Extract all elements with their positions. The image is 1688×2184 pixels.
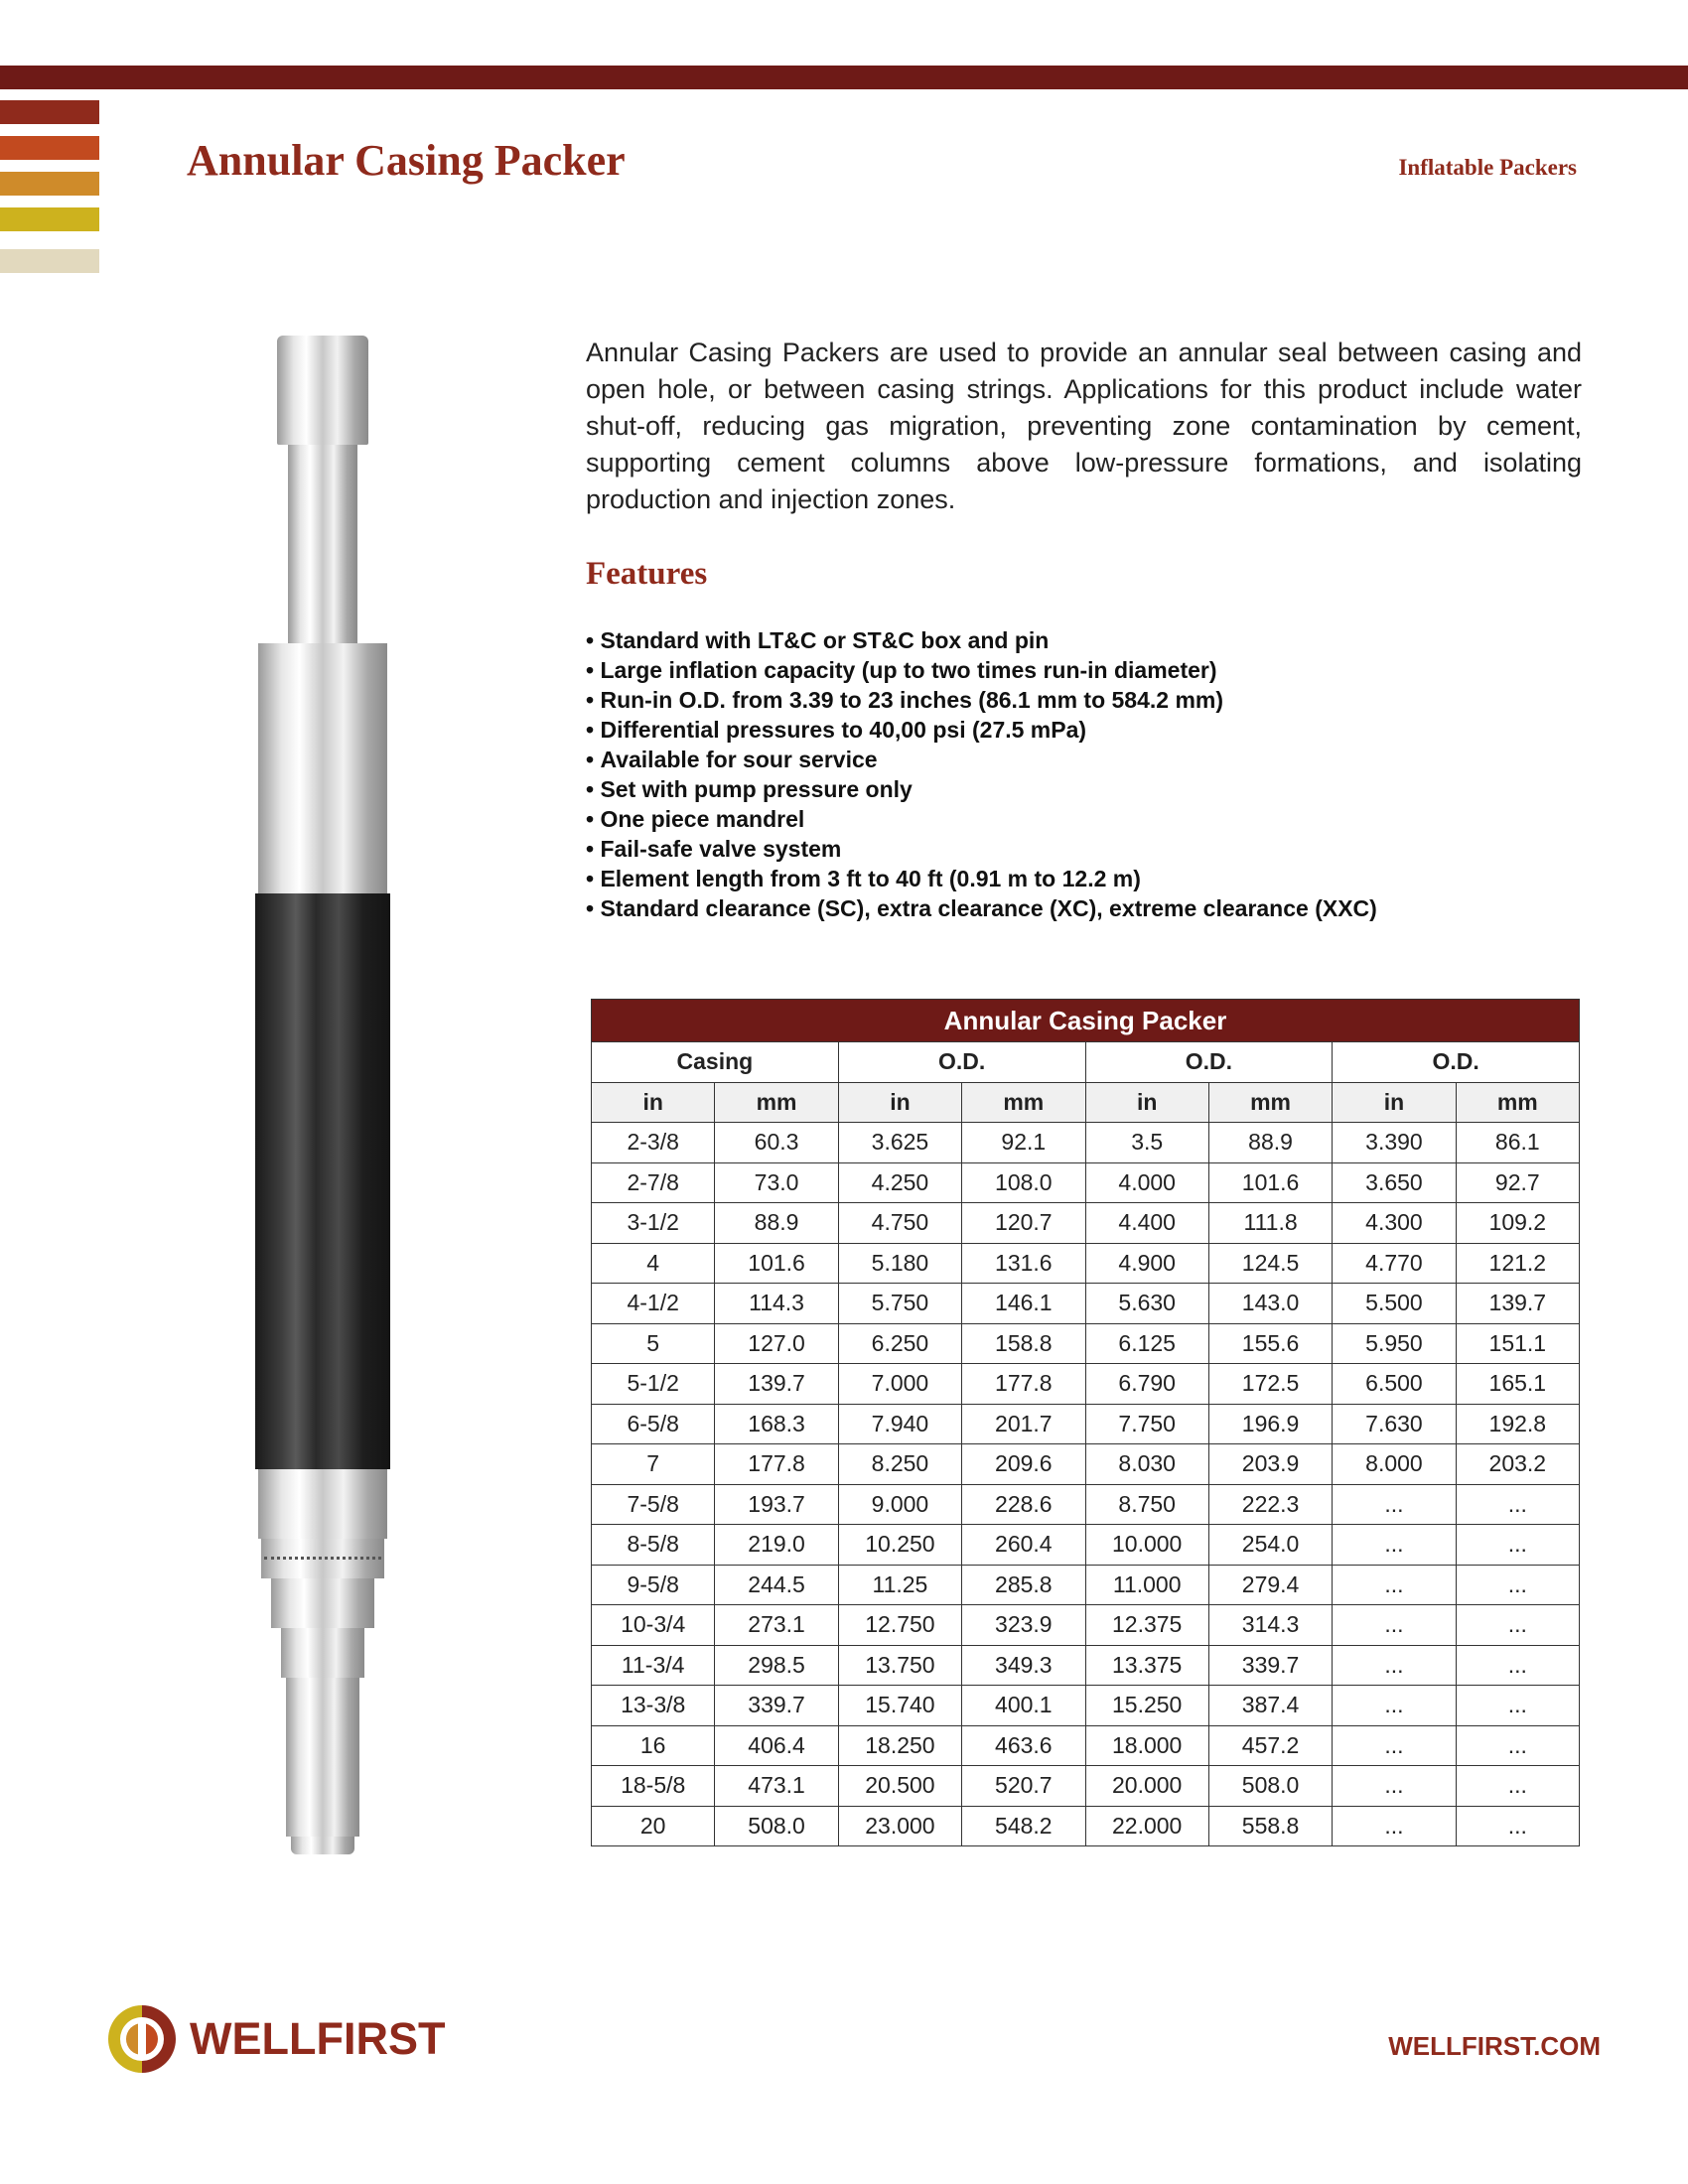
wellfirst-logo xyxy=(104,2001,445,2077)
table-cell: 10.000 xyxy=(1085,1525,1208,1566)
table-cell: 15.740 xyxy=(838,1686,961,1726)
tool-box-end xyxy=(277,336,368,445)
feature-item: • Element length from 3 ft to 40 ft (0.91 m to 12.2 m) xyxy=(586,864,1377,893)
wellfirst-logo-icon xyxy=(104,2001,180,2077)
table-cell: 473.1 xyxy=(715,1766,838,1807)
table-row xyxy=(592,1725,1580,1766)
feature-item: • Run-in O.D. from 3.39 to 23 inches (86.1 mm to 584.2 mm) xyxy=(586,685,1377,715)
table-row xyxy=(592,1766,1580,1807)
table-cell: 111.8 xyxy=(1208,1203,1332,1244)
table-cell: 16 xyxy=(592,1725,715,1766)
table-cell: 4.250 xyxy=(838,1162,961,1203)
table-cell: ... xyxy=(1333,1605,1456,1646)
feature-item: • Available for sour service xyxy=(586,745,1377,774)
table-cell: 4 xyxy=(592,1243,715,1284)
tool-upper-collar xyxy=(258,643,387,655)
table-cell: 4.000 xyxy=(1085,1162,1208,1203)
table-cell: 10-3/4 xyxy=(592,1605,715,1646)
table-cell: 209.6 xyxy=(962,1444,1085,1485)
table-cell: 101.6 xyxy=(1208,1162,1332,1203)
table-cell: 131.6 xyxy=(962,1243,1085,1284)
feature-item: • Standard with LT&C or ST&C box and pin xyxy=(586,625,1377,655)
table-cell: 13-3/8 xyxy=(592,1686,715,1726)
table-cell: 387.4 xyxy=(1208,1686,1332,1726)
table-cell: 177.8 xyxy=(715,1444,838,1485)
table-cell: 5-1/2 xyxy=(592,1364,715,1405)
table-cell: 508.0 xyxy=(715,1806,838,1846)
table-cell: 244.5 xyxy=(715,1565,838,1605)
table-cell: ... xyxy=(1333,1565,1456,1605)
table-cell: 285.8 xyxy=(962,1565,1085,1605)
table-cell: 8-5/8 xyxy=(592,1525,715,1566)
table-cell: 339.7 xyxy=(1208,1645,1332,1686)
table-cell: 9.000 xyxy=(838,1484,961,1525)
table-cell: 203.9 xyxy=(1208,1444,1332,1485)
table-row xyxy=(592,1284,1580,1324)
table-cell: ... xyxy=(1333,1766,1456,1807)
table-cell: 20 xyxy=(592,1806,715,1846)
header-bar xyxy=(0,66,1688,89)
table-cell: 9-5/8 xyxy=(592,1565,715,1605)
table-cell: 155.6 xyxy=(1208,1323,1332,1364)
table-cell: 23.000 xyxy=(838,1806,961,1846)
table-cell: 88.9 xyxy=(1208,1123,1332,1163)
accent-stripe xyxy=(0,249,99,273)
table-cell: 7.750 xyxy=(1085,1404,1208,1444)
table-cell: 18-5/8 xyxy=(592,1766,715,1807)
feature-item: • Large inflation capacity (up to two times run-in diameter) xyxy=(586,655,1377,685)
table-cell: 8.250 xyxy=(838,1444,961,1485)
unit-header: in xyxy=(1085,1082,1208,1123)
table-cell: 5.950 xyxy=(1333,1323,1456,1364)
tool-upper-sub xyxy=(258,655,387,893)
unit-header: in xyxy=(1333,1082,1456,1123)
table-cell: 165.1 xyxy=(1456,1364,1579,1405)
feature-item: • Differential pressures to 40,00 psi (27.5 mPa) xyxy=(586,715,1377,745)
table-cell: 228.6 xyxy=(962,1484,1085,1525)
table-cell: 11.000 xyxy=(1085,1565,1208,1605)
table-row xyxy=(592,1444,1580,1485)
table-cell: 508.0 xyxy=(1208,1766,1332,1807)
table-cell: 2-3/8 xyxy=(592,1123,715,1163)
table-cell: 120.7 xyxy=(962,1203,1085,1244)
table-cell: ... xyxy=(1456,1806,1579,1846)
table-row xyxy=(592,1243,1580,1284)
tool-step-ring xyxy=(281,1628,364,1678)
table-cell: 7.000 xyxy=(838,1364,961,1405)
product-description: Annular Casing Packers are used to provide an annular seal between casing and open hole, or between casing strings. Applications for this product include water shut-off, reducing gas migration, preventing zone contamination by cement, supporting cement columns above low-pressure formations, and isolating production and injection zones. xyxy=(586,338,1582,514)
table-row xyxy=(592,1686,1580,1726)
table-unit-header-row xyxy=(592,1082,1580,1123)
table-cell: 139.7 xyxy=(1456,1284,1579,1324)
table-cell: 5 xyxy=(592,1323,715,1364)
table-row xyxy=(592,1525,1580,1566)
table-cell: 172.5 xyxy=(1208,1364,1332,1405)
table-cell: 146.1 xyxy=(962,1284,1085,1324)
table-cell: 143.0 xyxy=(1208,1284,1332,1324)
features-heading: Features xyxy=(586,556,708,592)
table-cell: 520.7 xyxy=(962,1766,1085,1807)
table-cell: 203.2 xyxy=(1456,1444,1579,1485)
table-cell: 260.4 xyxy=(962,1525,1085,1566)
table-cell: 463.6 xyxy=(962,1725,1085,1766)
group-header-od: O.D. xyxy=(838,1042,1085,1083)
accent-stripe xyxy=(0,100,99,124)
unit-header: in xyxy=(592,1082,715,1123)
group-header-od: O.D. xyxy=(1085,1042,1333,1083)
table-cell: 6.500 xyxy=(1333,1364,1456,1405)
tool-pin-tip xyxy=(291,1837,354,1854)
table-cell: 6.125 xyxy=(1085,1323,1208,1364)
table-cell: 323.9 xyxy=(962,1605,1085,1646)
tool-pin-end xyxy=(286,1678,359,1837)
tool-lower-sub xyxy=(258,1469,387,1539)
table-cell: 108.0 xyxy=(962,1162,1085,1203)
table-cell: ... xyxy=(1456,1565,1579,1605)
accent-stripe xyxy=(0,136,99,160)
table-cell: 139.7 xyxy=(715,1364,838,1405)
table-cell: 279.4 xyxy=(1208,1565,1332,1605)
table-cell: 5.500 xyxy=(1333,1284,1456,1324)
category-label: Inflatable Packers xyxy=(1398,155,1577,180)
table-cell: ... xyxy=(1456,1525,1579,1566)
table-cell: 109.2 xyxy=(1456,1203,1579,1244)
table-cell: ... xyxy=(1333,1806,1456,1846)
table-group-header-row xyxy=(592,1042,1580,1083)
table-cell: ... xyxy=(1456,1766,1579,1807)
table-cell: 349.3 xyxy=(962,1645,1085,1686)
table-cell: 15.250 xyxy=(1085,1686,1208,1726)
table-row xyxy=(592,1565,1580,1605)
unit-header: mm xyxy=(962,1082,1085,1123)
table-cell: 177.8 xyxy=(962,1364,1085,1405)
table-cell: 6-5/8 xyxy=(592,1404,715,1444)
table-row xyxy=(592,1484,1580,1525)
table-cell: 5.750 xyxy=(838,1284,961,1324)
table-cell: ... xyxy=(1333,1686,1456,1726)
table-cell: 20.500 xyxy=(838,1766,961,1807)
table-cell: 298.5 xyxy=(715,1645,838,1686)
table-cell: 196.9 xyxy=(1208,1404,1332,1444)
group-header-casing: Casing xyxy=(592,1042,839,1083)
table-cell: 22.000 xyxy=(1085,1806,1208,1846)
features-list xyxy=(586,625,1377,923)
table-cell: 314.3 xyxy=(1208,1605,1332,1646)
table-cell: ... xyxy=(1456,1686,1579,1726)
table-cell: ... xyxy=(1456,1484,1579,1525)
table-cell: 124.5 xyxy=(1208,1243,1332,1284)
table-cell: 11-3/4 xyxy=(592,1645,715,1686)
table-cell: 5.630 xyxy=(1085,1284,1208,1324)
tool-rubber-element xyxy=(255,893,390,1469)
table-body xyxy=(592,1123,1580,1846)
table-cell: 3.650 xyxy=(1333,1162,1456,1203)
accent-stripe xyxy=(0,207,99,231)
table-cell: 168.3 xyxy=(715,1404,838,1444)
table-cell: 88.9 xyxy=(715,1203,838,1244)
table-cell: 457.2 xyxy=(1208,1725,1332,1766)
spec-table xyxy=(591,999,1580,1846)
table-cell: 201.7 xyxy=(962,1404,1085,1444)
table-cell: 558.8 xyxy=(1208,1806,1332,1846)
table-cell: 193.7 xyxy=(715,1484,838,1525)
table-cell: 73.0 xyxy=(715,1162,838,1203)
table-cell: 400.1 xyxy=(962,1686,1085,1726)
table-cell: 4.400 xyxy=(1085,1203,1208,1244)
table-cell: 18.250 xyxy=(838,1725,961,1766)
feature-item: • Set with pump pressure only xyxy=(586,774,1377,804)
table-cell: 339.7 xyxy=(715,1686,838,1726)
table-cell: 7 xyxy=(592,1444,715,1485)
unit-header: mm xyxy=(715,1082,838,1123)
table-cell: 548.2 xyxy=(962,1806,1085,1846)
feature-item: • One piece mandrel xyxy=(586,804,1377,834)
feature-item: • Standard clearance (SC), extra clearance (XC), extreme clearance (XXC) xyxy=(586,893,1377,923)
table-cell: 158.8 xyxy=(962,1323,1085,1364)
table-cell: 13.375 xyxy=(1085,1645,1208,1686)
table-cell: 12.750 xyxy=(838,1605,961,1646)
unit-header: mm xyxy=(1456,1082,1579,1123)
tool-mandrel-neck xyxy=(288,445,357,643)
table-cell: 273.1 xyxy=(715,1605,838,1646)
table-row xyxy=(592,1162,1580,1203)
group-header-od: O.D. xyxy=(1333,1042,1580,1083)
table-cell: 406.4 xyxy=(715,1725,838,1766)
table-row xyxy=(592,1605,1580,1646)
table-cell: 4.900 xyxy=(1085,1243,1208,1284)
table-cell: 121.2 xyxy=(1456,1243,1579,1284)
table-cell: 3.625 xyxy=(838,1123,961,1163)
table-cell: 101.6 xyxy=(715,1243,838,1284)
table-cell: ... xyxy=(1456,1605,1579,1646)
page-title: Annular Casing Packer xyxy=(187,136,626,185)
tool-step-ring xyxy=(271,1578,374,1628)
table-cell: 8.030 xyxy=(1085,1444,1208,1485)
accent-stripe xyxy=(0,172,99,196)
table-cell: 6.250 xyxy=(838,1323,961,1364)
table-cell: 13.750 xyxy=(838,1645,961,1686)
table-cell: 3.390 xyxy=(1333,1123,1456,1163)
table-cell: 10.250 xyxy=(838,1525,961,1566)
website-link[interactable]: WELLFIRST.COM xyxy=(1388,2031,1601,2061)
tool-valve-ports xyxy=(264,1557,381,1564)
table-cell: 8.750 xyxy=(1085,1484,1208,1525)
table-cell: 7.630 xyxy=(1333,1404,1456,1444)
table-row xyxy=(592,1364,1580,1405)
table-cell: 4-1/2 xyxy=(592,1284,715,1324)
table-cell: 6.790 xyxy=(1085,1364,1208,1405)
table-cell: 86.1 xyxy=(1456,1123,1579,1163)
table-cell: 127.0 xyxy=(715,1323,838,1364)
table-cell: 3.5 xyxy=(1085,1123,1208,1163)
table-cell: ... xyxy=(1333,1484,1456,1525)
table-cell: ... xyxy=(1456,1645,1579,1686)
feature-item: • Fail-safe valve system xyxy=(586,834,1377,864)
unit-header: mm xyxy=(1208,1082,1332,1123)
table-cell: ... xyxy=(1333,1725,1456,1766)
table-cell: 11.25 xyxy=(838,1565,961,1605)
table-caption: Annular Casing Packer xyxy=(592,1000,1580,1042)
table-cell: 114.3 xyxy=(715,1284,838,1324)
table-cell: ... xyxy=(1333,1645,1456,1686)
packer-tool-illustration xyxy=(248,336,397,1854)
table-cell: 5.180 xyxy=(838,1243,961,1284)
table-cell: 92.1 xyxy=(962,1123,1085,1163)
table-cell: 2-7/8 xyxy=(592,1162,715,1203)
table-cell: 92.7 xyxy=(1456,1162,1579,1203)
table-cell: 20.000 xyxy=(1085,1766,1208,1807)
table-row xyxy=(592,1806,1580,1846)
table-cell: 4.300 xyxy=(1333,1203,1456,1244)
table-cell: 60.3 xyxy=(715,1123,838,1163)
table-cell: 222.3 xyxy=(1208,1484,1332,1525)
table-row xyxy=(592,1203,1580,1244)
table-cell: 4.770 xyxy=(1333,1243,1456,1284)
table-row xyxy=(592,1645,1580,1686)
table-cell: 7.940 xyxy=(838,1404,961,1444)
table-cell: 192.8 xyxy=(1456,1404,1579,1444)
table-cell: 3-1/2 xyxy=(592,1203,715,1244)
table-cell: 12.375 xyxy=(1085,1605,1208,1646)
table-row xyxy=(592,1123,1580,1163)
table-cell: 151.1 xyxy=(1456,1323,1579,1364)
table-row xyxy=(592,1404,1580,1444)
unit-header: in xyxy=(838,1082,961,1123)
logo-text: WELLFIRST xyxy=(190,2013,446,2064)
table-cell: 219.0 xyxy=(715,1525,838,1566)
table-cell: ... xyxy=(1456,1725,1579,1766)
table-cell: 7-5/8 xyxy=(592,1484,715,1525)
table-row xyxy=(592,1323,1580,1364)
table-cell: 4.750 xyxy=(838,1203,961,1244)
table-cell: 254.0 xyxy=(1208,1525,1332,1566)
table-cell: ... xyxy=(1333,1525,1456,1566)
table-cell: 8.000 xyxy=(1333,1444,1456,1485)
table-cell: 18.000 xyxy=(1085,1725,1208,1766)
